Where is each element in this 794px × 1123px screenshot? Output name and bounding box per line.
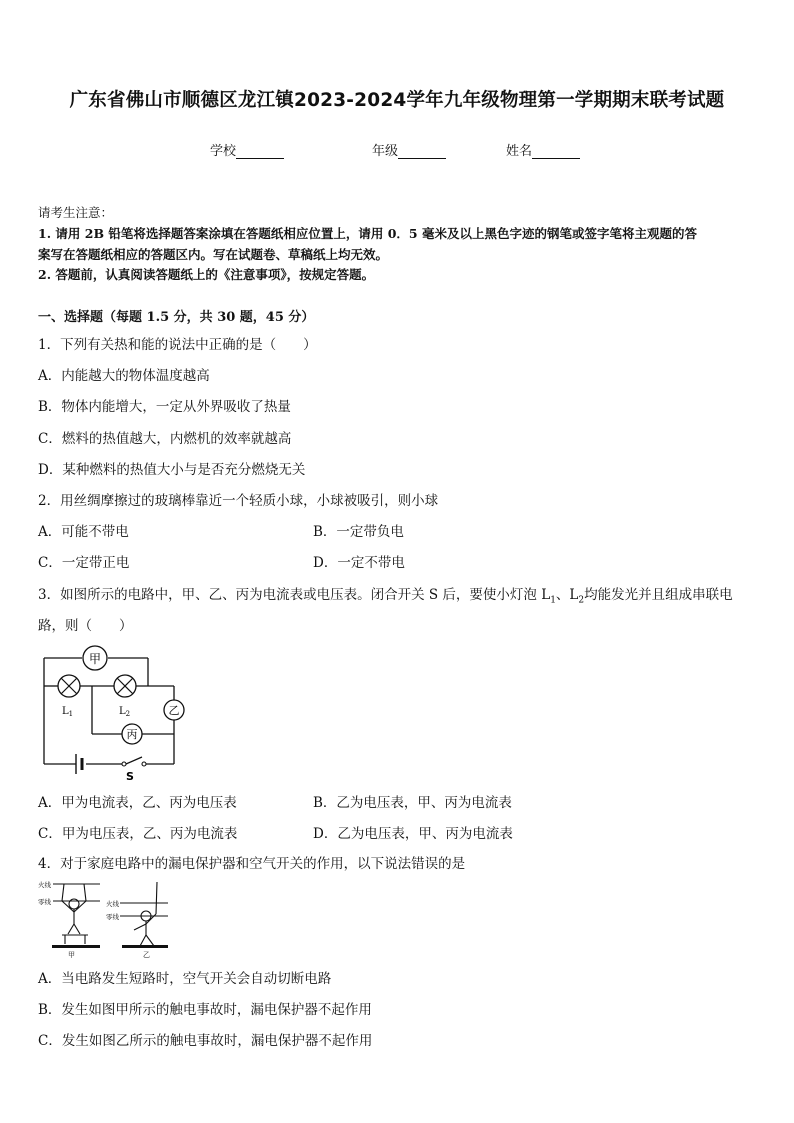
- page-title: 广东省佛山市顺德区龙江镇2023-2024学年九年级物理第一学期期末联考试题: [69, 90, 725, 111]
- notice-item-1: 1. 请用 2B 铅笔将选择题答案涂填在答题纸相应位置上，请用 0．5 毫米及以上黑色字迹的钢笔或签字笔将主观题的答: [38, 226, 697, 241]
- notice-item-2: 2. 答题前，认真阅读答题纸上的《注意事项》，按规定答题。: [38, 267, 375, 282]
- q1-option-c[interactable]: C．燃料的热值越大，内燃机的效率就越高: [38, 431, 292, 447]
- section-heading: 一、选择题（每题 1.5 分，共 30 题，45 分）: [38, 310, 315, 325]
- q2-option-d[interactable]: D．一定不带电: [313, 555, 405, 571]
- meter-yi-label: 乙: [168, 704, 180, 717]
- q4-shock-figure: [38, 878, 172, 960]
- school-field[interactable]: [210, 140, 284, 159]
- q2-option-b[interactable]: B．一定带负电: [313, 524, 404, 540]
- lamp-l2-label: $L_2$: [119, 706, 131, 718]
- q3-stem: 3．如图所示的电路中，甲、乙、丙为电流表或电压表。闭合开关 S 后，要使小灯泡 $L_1$、$L_2$均能发光并且组成串联电: [38, 587, 733, 606]
- q1-option-b[interactable]: B．物体内能增大，一定从外界吸收了热量: [38, 399, 291, 415]
- live-wire-label-jia: 火线: [38, 881, 51, 889]
- q1-stem: 1．下列有关热和能的说法中正确的是（ ）: [38, 337, 317, 353]
- grade-field[interactable]: [372, 140, 446, 159]
- q3-option-a[interactable]: A．甲为电流表，乙、丙为电压表: [38, 795, 237, 811]
- q4-option-a[interactable]: A．当电路发生短路时，空气开关会自动切断电路: [38, 971, 332, 987]
- q1-option-d[interactable]: D．某种燃料的热值大小与是否充分燃烧无关: [38, 462, 306, 478]
- q2-stem: 2．用丝绸摩擦过的玻璃棒靠近一个轻质小球，小球被吸引，则小球: [38, 493, 439, 509]
- q4-stem: 4．对于家庭电路中的漏电保护器和空气开关的作用，以下说法错误的是: [38, 856, 466, 872]
- q3-stem-cont: 路，则（ ）: [38, 618, 133, 634]
- q4-option-c[interactable]: C．发生如图乙所示的触电事故时，漏电保护器不起作用: [38, 1033, 373, 1049]
- name-field[interactable]: [506, 140, 580, 159]
- switch-s-label: S: [126, 770, 134, 783]
- notice-heading: 请考生注意：: [38, 205, 114, 220]
- q3-option-c[interactable]: C．甲为电压表，乙、丙为电流表: [38, 826, 238, 842]
- q3-option-b[interactable]: B．乙为电压表，甲、丙为电流表: [313, 795, 512, 811]
- lamp-l1-label: $L_1$: [62, 706, 74, 718]
- live-wire-label-yi: 火线: [106, 900, 119, 908]
- q2-option-a[interactable]: A．可能不带电: [38, 524, 129, 540]
- q1-option-a[interactable]: A．内能越大的物体温度越高: [38, 368, 210, 384]
- q3-circuit-diagram: [36, 644, 196, 784]
- name-label: 姓名: [506, 144, 533, 159]
- figure-jia-label: 甲: [68, 951, 75, 959]
- neutral-wire-label-yi: 零线: [106, 913, 119, 921]
- neutral-wire-label-jia: 零线: [38, 898, 51, 906]
- q2-option-c[interactable]: C．一定带正电: [38, 555, 130, 571]
- meter-bing-label: 丙: [126, 728, 138, 741]
- q3-option-d[interactable]: D．乙为电压表，甲、丙为电流表: [313, 826, 513, 842]
- meter-jia-label: 甲: [88, 652, 102, 666]
- figure-yi-label: 乙: [143, 951, 150, 959]
- notice-item-1-cont: 案写在答题纸相应的答题区内。写在试题卷、草稿纸上均无效。: [38, 247, 389, 262]
- q4-option-b[interactable]: B．发生如图甲所示的触电事故时，漏电保护器不起作用: [38, 1002, 372, 1018]
- school-label: 学校: [210, 144, 237, 159]
- grade-label: 年级: [372, 144, 399, 159]
